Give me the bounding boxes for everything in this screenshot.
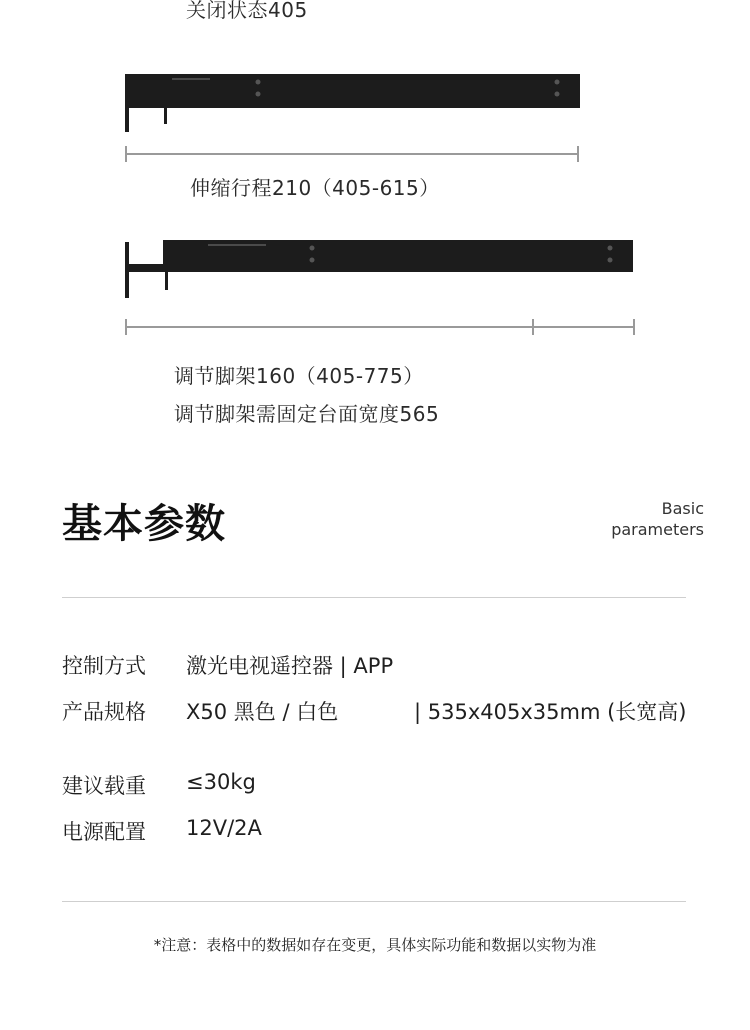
section-subtitle <box>611 498 704 540</box>
dim-tick-right <box>577 146 579 162</box>
disclaimer-note: *注意：表格中的数据如存在变更，具体实际功能和数据以实物为准 <box>153 936 597 954</box>
divider-bottom <box>62 901 686 902</box>
section-subtitle-line2: parameters <box>611 520 704 539</box>
rail-closed-illustration <box>120 68 590 138</box>
section-title: 基本参数 <box>62 501 226 547</box>
rail-extended-illustration <box>120 234 640 304</box>
dim-tick-mid-2 <box>532 319 534 335</box>
dimension-line-extended <box>126 326 634 328</box>
spec-dimensions: | 535x405x35mm (长宽高) <box>414 700 687 724</box>
dimension-line-closed <box>126 153 578 155</box>
spec-label: 产品规格 <box>62 700 146 724</box>
spec-label: 电源配置 <box>62 820 146 844</box>
closed-state-caption: 关闭状态405 <box>186 0 308 22</box>
dim-tick-right-2 <box>633 319 635 335</box>
spec-value: 激光电视遥控器 | APP <box>186 654 394 678</box>
adjust-caption-line2: 调节脚架需固定台面宽度565 <box>174 402 440 426</box>
spec-value: X50 黑色 / 白色 <box>186 700 339 724</box>
stroke-caption: 伸缩行程210（405-615） <box>190 176 440 200</box>
spec-value: ≤30kg <box>186 770 256 794</box>
spec-label: 建议载重 <box>62 774 146 798</box>
section-subtitle-line1: Basic <box>661 499 704 518</box>
adjust-caption-line1: 调节脚架160（405-775） <box>174 364 424 388</box>
spec-value: 12V/2A <box>186 816 262 840</box>
divider-top <box>62 597 686 598</box>
spec-label: 控制方式 <box>62 654 146 678</box>
